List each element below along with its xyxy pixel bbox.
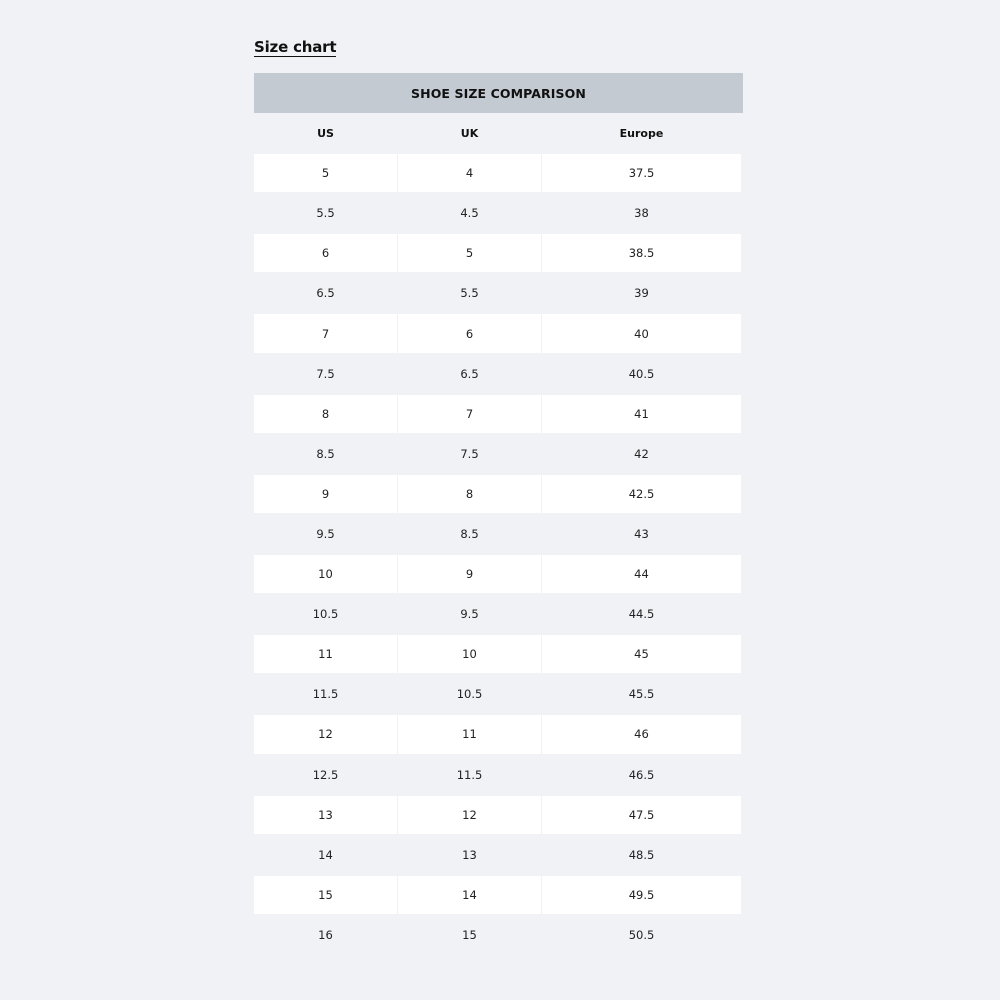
cell-us: 13 (254, 796, 397, 834)
table-body (254, 153, 743, 955)
cell-us: 11 (254, 635, 397, 673)
table-header-row (254, 113, 743, 153)
cell-us: 9 (254, 475, 397, 513)
table-row (254, 153, 743, 193)
cell-us: 8.5 (316, 446, 335, 461)
cell-us: 10.5 (312, 607, 339, 622)
table-row (254, 594, 743, 634)
table-row (254, 313, 743, 353)
cell-uk: 9.5 (460, 607, 479, 622)
table-row (254, 554, 743, 594)
cell-europe: 42.5 (542, 475, 741, 513)
table-row (254, 714, 743, 754)
cell-europe: 42 (634, 446, 649, 461)
cell-europe: 48.5 (628, 847, 655, 862)
cell-us: 11.5 (312, 687, 339, 702)
cell-uk: 15 (462, 927, 477, 942)
cell-us: 7 (254, 314, 397, 352)
cell-europe: 40.5 (628, 366, 655, 381)
cell-europe: 45.5 (628, 687, 655, 702)
cell-uk: 4.5 (460, 206, 479, 221)
cell-europe: 41 (542, 395, 741, 433)
table-row (254, 394, 743, 434)
cell-europe: 37.5 (542, 154, 741, 192)
table-row (254, 514, 743, 554)
cell-us: 6 (254, 234, 397, 272)
cell-europe: 38 (634, 206, 649, 221)
cell-europe: 44.5 (628, 607, 655, 622)
cell-uk: 5.5 (460, 286, 479, 301)
cell-uk: 9 (398, 555, 541, 593)
cell-uk: 11.5 (456, 767, 483, 782)
cell-uk: 10 (398, 635, 541, 673)
cell-uk: 10.5 (456, 687, 483, 702)
cell-us: 14 (318, 847, 333, 862)
cell-us: 12 (254, 715, 397, 753)
cell-uk: 12 (398, 796, 541, 834)
column-header-europe: Europe (619, 126, 664, 140)
table-row (254, 193, 743, 233)
cell-europe: 50.5 (628, 927, 655, 942)
cell-uk: 7 (398, 395, 541, 433)
cell-uk: 11 (398, 715, 541, 753)
cell-uk: 13 (462, 847, 477, 862)
cell-us: 8 (254, 395, 397, 433)
cell-europe: 47.5 (542, 796, 741, 834)
table-row (254, 634, 743, 674)
table-caption: SHOE SIZE COMPARISON (254, 73, 743, 113)
cell-us: 5.5 (316, 206, 335, 221)
cell-uk: 6 (398, 314, 541, 352)
cell-us: 16 (318, 927, 333, 942)
cell-us: 15 (254, 876, 397, 914)
cell-us: 5 (254, 154, 397, 192)
table-row (254, 273, 743, 313)
cell-uk: 8.5 (460, 526, 479, 541)
cell-europe: 38.5 (542, 234, 741, 272)
column-header-us: US (317, 126, 334, 140)
table-row (254, 674, 743, 714)
column-header-uk: UK (460, 126, 479, 140)
table-row (254, 795, 743, 835)
page-title: Size chart (254, 38, 337, 56)
cell-us: 7.5 (316, 366, 335, 381)
cell-europe: 49.5 (542, 876, 741, 914)
cell-us: 6.5 (316, 286, 335, 301)
cell-us: 12.5 (312, 767, 339, 782)
cell-europe: 46 (542, 715, 741, 753)
cell-europe: 39 (634, 286, 649, 301)
cell-uk: 5 (398, 234, 541, 272)
table-row (254, 915, 743, 955)
size-table (254, 73, 743, 955)
table-row (254, 354, 743, 394)
table-row (254, 434, 743, 474)
cell-uk: 6.5 (460, 366, 479, 381)
cell-uk: 4 (398, 154, 541, 192)
table-row (254, 835, 743, 875)
cell-uk: 8 (398, 475, 541, 513)
table-row (254, 233, 743, 273)
cell-europe: 45 (542, 635, 741, 673)
cell-us: 9.5 (316, 526, 335, 541)
table-row (254, 875, 743, 915)
cell-europe: 46.5 (628, 767, 655, 782)
cell-uk: 14 (398, 876, 541, 914)
cell-uk: 7.5 (460, 446, 479, 461)
table-row (254, 474, 743, 514)
cell-europe: 44 (542, 555, 741, 593)
table-row (254, 755, 743, 795)
cell-europe: 40 (542, 314, 741, 352)
cell-europe: 43 (634, 526, 649, 541)
cell-us: 10 (254, 555, 397, 593)
